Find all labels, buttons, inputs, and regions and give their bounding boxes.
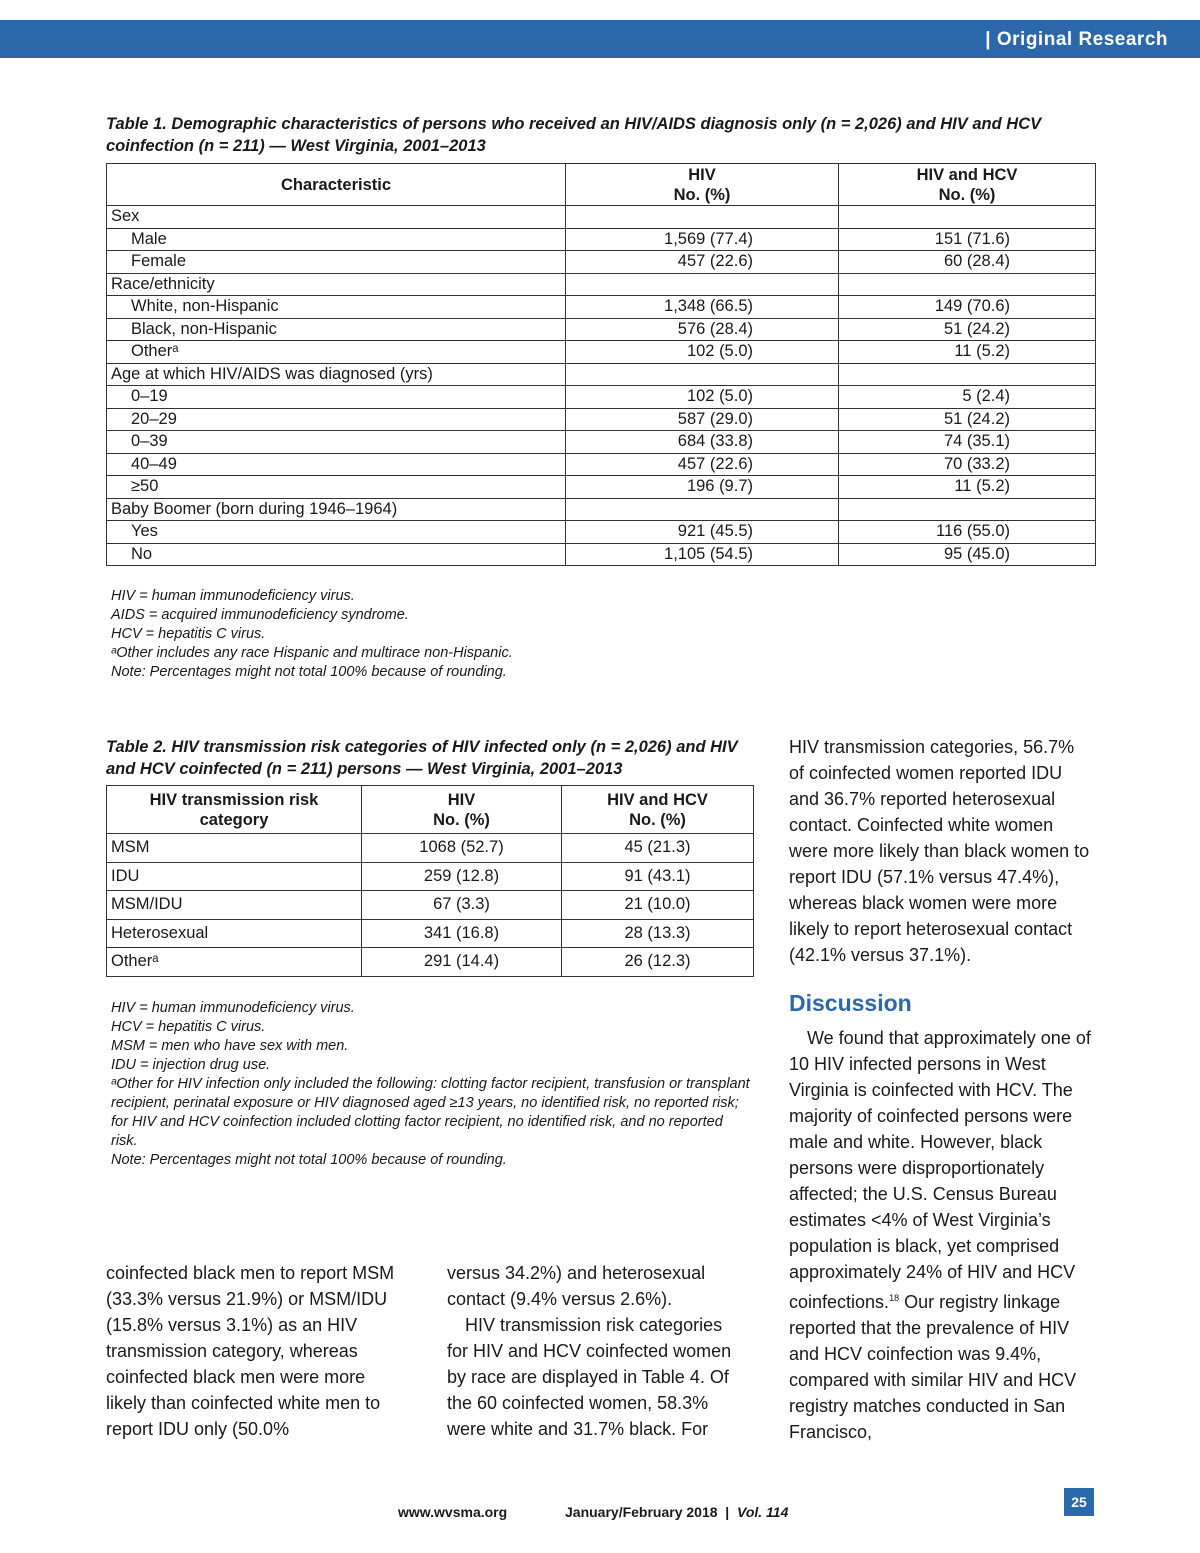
col-header-line: No. (%) bbox=[433, 810, 490, 829]
table-row bbox=[107, 834, 754, 863]
footnote: AIDS = acquired immunodeficiency syndrome. bbox=[111, 607, 409, 623]
table-row bbox=[107, 431, 1096, 454]
hiv-value: 341 (16.8) bbox=[362, 919, 562, 948]
hiv-value: 102 (5.0) bbox=[566, 386, 839, 409]
table-row bbox=[107, 228, 1096, 251]
paragraph: versus 34.2%) and heterosexual contact (9.4% versus 2.6%). bbox=[447, 1263, 706, 1309]
col-header-line: HIV bbox=[447, 790, 476, 809]
col-header-line: HIV and HCV bbox=[607, 790, 708, 809]
table-row bbox=[107, 341, 1096, 364]
col-header bbox=[562, 786, 754, 834]
hiv-hcv-value: 151 (71.6) bbox=[839, 228, 1096, 251]
col-header-line: category bbox=[199, 810, 269, 829]
col-header-line: No. (%) bbox=[938, 185, 996, 204]
footnote: Note: Percentages might not total 100% because of rounding. bbox=[111, 1152, 507, 1168]
row-label: Heterosexual bbox=[107, 919, 362, 948]
footnote: HIV = human immunodeficiency virus. bbox=[111, 588, 355, 604]
col-header bbox=[839, 164, 1096, 206]
row-label: MSM/IDU bbox=[107, 891, 362, 920]
table-row bbox=[107, 296, 1096, 319]
hiv-value: 457 (22.6) bbox=[566, 251, 839, 274]
hiv-hcv-value: 21 (10.0) bbox=[562, 891, 754, 920]
hiv-hcv-value: 60 (28.4) bbox=[839, 251, 1096, 274]
row-label: IDU bbox=[107, 862, 362, 891]
right-column-text bbox=[789, 734, 1094, 968]
table1 bbox=[106, 163, 1096, 566]
table-row bbox=[107, 386, 1096, 409]
hiv-hcv-value: 11 (5.2) bbox=[839, 341, 1096, 364]
footnote: HCV = hepatitis C virus. bbox=[111, 626, 266, 642]
hiv-hcv-value: 26 (12.3) bbox=[562, 948, 754, 977]
footnote: ᵃOther for HIV infection only included the following: clotting factor recipient, transfusion or transplant recipient, perinatal exposure or HIV diagnosed aged ≥13 years, no identified risk, no reported risk; for HIV and HCV coinfection included clotting factor recipient, no identified risk, and no reported risk. bbox=[111, 1076, 750, 1149]
table-row bbox=[107, 363, 1096, 386]
hiv-hcv-value: 51 (24.2) bbox=[839, 318, 1096, 341]
col-header-line: HIV transmission risk bbox=[149, 790, 319, 809]
hiv-hcv-value: 91 (43.1) bbox=[562, 862, 754, 891]
hiv-value: 587 (29.0) bbox=[566, 408, 839, 431]
paragraph: HIV transmission risk categories for HIV and HCV coinfected women by race are displayed in Table 4. Of the 60 coinfected women, 58.3% were white and 31.7% black. For bbox=[447, 1315, 732, 1439]
issue: January/February 2018 | bbox=[565, 1504, 738, 1520]
hiv-hcv-value: 11 (5.2) bbox=[839, 476, 1096, 499]
hiv-value: 259 (12.8) bbox=[362, 862, 562, 891]
row-label: No bbox=[107, 543, 566, 566]
table-row bbox=[107, 476, 1096, 499]
row-label: Age at which HIV/AIDS was diagnosed (yrs) bbox=[107, 363, 566, 386]
table-row bbox=[107, 206, 1096, 229]
col-header bbox=[107, 786, 362, 834]
volume: Vol. 114 bbox=[737, 1504, 789, 1520]
footnote: IDU = injection drug use. bbox=[111, 1057, 271, 1073]
hiv-hcv-value bbox=[839, 363, 1096, 386]
table-row bbox=[107, 453, 1096, 476]
hiv-value: 457 (22.6) bbox=[566, 453, 839, 476]
table-row bbox=[107, 891, 754, 920]
discussion-text bbox=[789, 1025, 1094, 1445]
row-label: Race/ethnicity bbox=[107, 273, 566, 296]
hiv-value: 102 (5.0) bbox=[566, 341, 839, 364]
table-row bbox=[107, 498, 1096, 521]
table-row bbox=[107, 919, 754, 948]
row-label: 20–29 bbox=[107, 408, 566, 431]
hiv-value: 67 (3.3) bbox=[362, 891, 562, 920]
paragraph bbox=[789, 1025, 1094, 1445]
table2 bbox=[106, 785, 754, 977]
col-header: Characteristic bbox=[107, 164, 566, 206]
text: Our registry linkage reported that the prevalence of HIV and HCV coinfection was 9.4%, compared with similar HIV and HCV registry matches conducted in San Francisco, bbox=[789, 1292, 1077, 1442]
hiv-hcv-value: 45 (21.3) bbox=[562, 834, 754, 863]
footnote: HCV = hepatitis C virus. bbox=[111, 1019, 266, 1035]
hiv-hcv-value: 116 (55.0) bbox=[839, 521, 1096, 544]
row-label: Male bbox=[107, 228, 566, 251]
row-label: MSM bbox=[107, 834, 362, 863]
col-header-line: No. (%) bbox=[673, 185, 731, 204]
table2-notes bbox=[111, 999, 751, 1170]
footnote: Note: Percentages might not total 100% because of rounding. bbox=[111, 664, 507, 680]
row-label: Black, non-Hispanic bbox=[107, 318, 566, 341]
hiv-value bbox=[566, 273, 839, 296]
row-label: Otherᵃ bbox=[107, 948, 362, 977]
footer-url[interactable]: www.wvsma.org bbox=[398, 1504, 508, 1520]
row-label: 40–49 bbox=[107, 453, 566, 476]
hiv-hcv-value bbox=[839, 206, 1096, 229]
row-label: 0–39 bbox=[107, 431, 566, 454]
footnote: MSM = men who have sex with men. bbox=[111, 1038, 349, 1054]
hiv-value: 576 (28.4) bbox=[566, 318, 839, 341]
hiv-value: 291 (14.4) bbox=[362, 948, 562, 977]
table-row bbox=[107, 521, 1096, 544]
col-header-line: HIV bbox=[688, 165, 716, 184]
table-row bbox=[107, 251, 1096, 274]
section-banner bbox=[0, 20, 1200, 58]
footnote: HIV = human immunodeficiency virus. bbox=[111, 1000, 355, 1016]
col-header bbox=[566, 164, 839, 206]
hiv-value bbox=[566, 206, 839, 229]
hiv-hcv-value: 70 (33.2) bbox=[839, 453, 1096, 476]
hiv-value: 196 (9.7) bbox=[566, 476, 839, 499]
hiv-hcv-value: 5 (2.4) bbox=[839, 386, 1096, 409]
row-label: ≥50 bbox=[107, 476, 566, 499]
page-number: 25 bbox=[1064, 1488, 1094, 1516]
hiv-value: 1,105 (54.5) bbox=[566, 543, 839, 566]
col-header-line: HIV and HCV bbox=[916, 165, 1018, 184]
hiv-hcv-value: 51 (24.2) bbox=[839, 408, 1096, 431]
row-label: Female bbox=[107, 251, 566, 274]
table-row bbox=[107, 408, 1096, 431]
table-row bbox=[107, 862, 754, 891]
hiv-hcv-value bbox=[839, 498, 1096, 521]
hiv-hcv-value: 28 (13.3) bbox=[562, 919, 754, 948]
paragraph: coinfected black men to report MSM (33.3% versus 21.9%) or MSM/IDU (15.8% versus 3.1%) as an HIV transmission category, whereas coinfected black men were more likely than coinfected white men to report IDU only (50.0% bbox=[106, 1263, 395, 1439]
hiv-hcv-value: 74 (35.1) bbox=[839, 431, 1096, 454]
column2-text bbox=[447, 1260, 747, 1442]
table-row bbox=[107, 318, 1096, 341]
hiv-value: 1068 (52.7) bbox=[362, 834, 562, 863]
table1-title: Table 1. Demographic characteristics of persons who received an HIV/AIDS diagnosis only (n = 2,026) and HIV and HCV coinfection (n = 211) — West Virginia, 2001–2013 bbox=[106, 115, 1042, 155]
hiv-value bbox=[566, 363, 839, 386]
paragraph: HIV transmission categories, 56.7% of coinfected women reported IDU and 36.7% reported heterosexual contact. Coinfected white women were more likely than black women to report IDU (57.1% versus 47.4%), whereas black women were more likely to report heterosexual contact (42.1% versus 37.1%). bbox=[789, 737, 1090, 965]
discussion-heading: Discussion bbox=[789, 990, 912, 1016]
hiv-value: 1,569 (77.4) bbox=[566, 228, 839, 251]
row-label: Sex bbox=[107, 206, 566, 229]
hiv-value: 921 (45.5) bbox=[566, 521, 839, 544]
row-label: Baby Boomer (born during 1946–1964) bbox=[107, 498, 566, 521]
hiv-hcv-value: 149 (70.6) bbox=[839, 296, 1096, 319]
footnote: ᵃOther includes any race Hispanic and multirace non-Hispanic. bbox=[111, 645, 513, 661]
column1-text bbox=[106, 1260, 406, 1442]
hiv-value: 1,348 (66.5) bbox=[566, 296, 839, 319]
table-row bbox=[107, 273, 1096, 296]
table1-notes bbox=[111, 587, 513, 682]
col-header-line: No. (%) bbox=[629, 810, 686, 829]
row-label: White, non-Hispanic bbox=[107, 296, 566, 319]
row-label: Otherᵃ bbox=[107, 341, 566, 364]
row-label: Yes bbox=[107, 521, 566, 544]
hiv-value bbox=[566, 498, 839, 521]
text: We found that approximately one of 10 HIV infected persons in West Virginia is coinfected with HCV. The majority of coinfected persons were male and white. However, black persons were disproportionately affected; the U.S. Census Bureau estimates <4% of West Virginia’s population is black, yet comprised approximately 24% of HIV and HCV coinfections. bbox=[789, 1028, 1091, 1312]
hiv-value: 684 (33.8) bbox=[566, 431, 839, 454]
reference[interactable]: 18 bbox=[889, 1293, 900, 1303]
table-row bbox=[107, 948, 754, 977]
footer-issue bbox=[565, 1504, 788, 1520]
hiv-hcv-value: 95 (45.0) bbox=[839, 543, 1096, 566]
col-header bbox=[362, 786, 562, 834]
table2-title: Table 2. HIV transmission risk categories of HIV infected only (n = 2,026) and HIV and HCV coinfected (n = 211) persons — West Virginia, 2001–2013 bbox=[106, 738, 738, 778]
table-row bbox=[107, 543, 1096, 566]
section-label: | Original Research bbox=[985, 29, 1168, 50]
hiv-hcv-value bbox=[839, 273, 1096, 296]
row-label: 0–19 bbox=[107, 386, 566, 409]
